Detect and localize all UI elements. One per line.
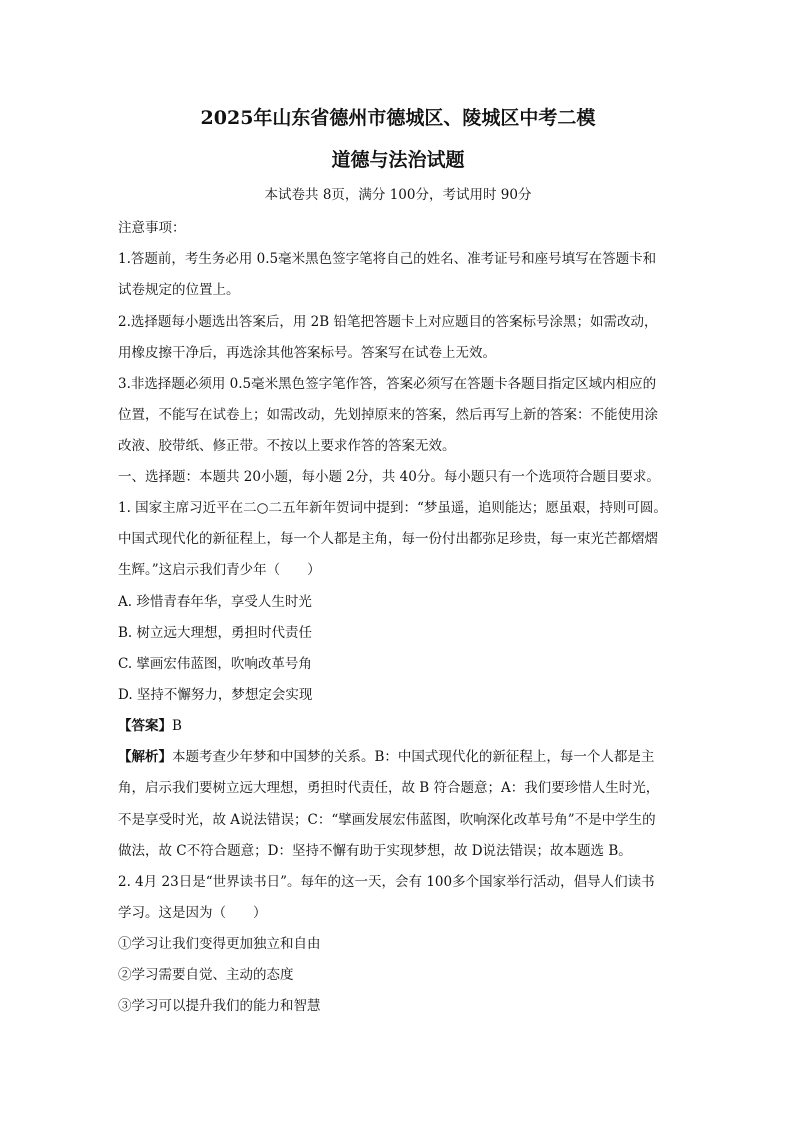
notes-line: 3.非选择题必须用 0.5毫米黑色签字笔作答，答案必须写在答题卡各题目指定区域内相应的 — [118, 376, 657, 392]
exam-info: 本试卷共 8页，满分 100分，考试用时 90分 — [264, 187, 532, 203]
analysis-label: 【解析】 — [118, 749, 172, 765]
answer-label: 【答案】 — [118, 718, 172, 734]
q2-item-1: ①学习让我们变得更加独立和自由 — [118, 936, 321, 952]
q2-item-3: ③学习可以提升我们的能力和智慧 — [118, 998, 321, 1014]
section-heading: 一、选择题：本题共 20小题，每小题 2分，共 40分。每小题只有一个选项符合题目要求。 — [118, 469, 660, 485]
exam-subject: 道德与法治试题 — [331, 149, 465, 171]
analysis-text: 本题考查少年梦和中国梦的关系。B：中国式现代化的新征程上，每一个人都是主 — [172, 749, 655, 765]
q1-analysis-line: 不是享受时光，故 A说法错误；C：“擘画发展宏伟蓝图，吹响深化改革号角”不是中学生的 — [118, 812, 656, 828]
q1-analysis-line: 角，启示我们要树立远大理想，勇担时代责任，故 B 符合题意；A：我们要珍惜人生时光， — [118, 780, 660, 796]
q2-stem: 学习。这是因为（ ） — [118, 905, 267, 921]
q1-option-b: B. 树立远大理想，勇担时代责任 — [118, 625, 313, 641]
q1-option-a: A. 珍惜青春年华，享受人生时光 — [118, 594, 312, 610]
notes-line: 试卷规定的位置上。 — [118, 282, 240, 298]
q1-analysis-line: 做法，故 C不符合题意；D：坚持不懈有助于实现梦想，故 D说法错误；故本题选 B。 — [118, 843, 632, 859]
q1-option-c: C. 擘画宏伟蓝图，吹响改革号角 — [118, 656, 312, 672]
notes-heading: 注意事项： — [118, 220, 186, 236]
exam-title: 2025年山东省德州市德城区、陵城区中考二模 — [200, 107, 596, 129]
notes-line: 1.答题前，考生务必用 0.5毫米黑色签字笔将自己的姓名、准考证号和座号填写在答题卡和 — [118, 251, 657, 267]
q1-stem: 生辉。”这启示我们青少年（ ） — [118, 562, 321, 578]
notes-line: 用橡皮擦干净后，再选涂其他答案标号。答案写在试卷上无效。 — [118, 345, 496, 361]
q1-stem: 1. 国家主席习近平在二○二五年新年贺词中提到：“梦虽遥，追则能达；愿虽艰，持则可圆。 — [118, 500, 667, 516]
q1-option-d: D. 坚持不懈努力，梦想定会实现 — [118, 687, 313, 703]
q1-answer — [118, 717, 182, 735]
notes-line: 位置，不能写在试卷上；如需改动，先划掉原来的答案，然后再写上新的答案：不能使用涂 — [118, 407, 658, 423]
q1-analysis — [118, 748, 654, 766]
q2-item-2: ②学习需要自觉、主动的态度 — [118, 967, 294, 983]
q2-stem: 2. 4月 23日是“世界读书日”。每年的这一天，会有 100多个国家举行活动，倡导人们读书 — [118, 874, 655, 890]
answer-value: B — [172, 718, 182, 734]
q1-stem: 中国式现代化的新征程上，每一个人都是主角，每一份付出都弥足珍贵，每一束光芒都熠熠 — [118, 531, 658, 547]
notes-line: 2.选择题每小题选出答案后，用 2B 铅笔把答题卡上对应题目的答案标号涂黑；如需改动， — [118, 314, 658, 330]
notes-line: 改液、胶带纸、修正带。不按以上要求作答的答案无效。 — [118, 438, 456, 454]
